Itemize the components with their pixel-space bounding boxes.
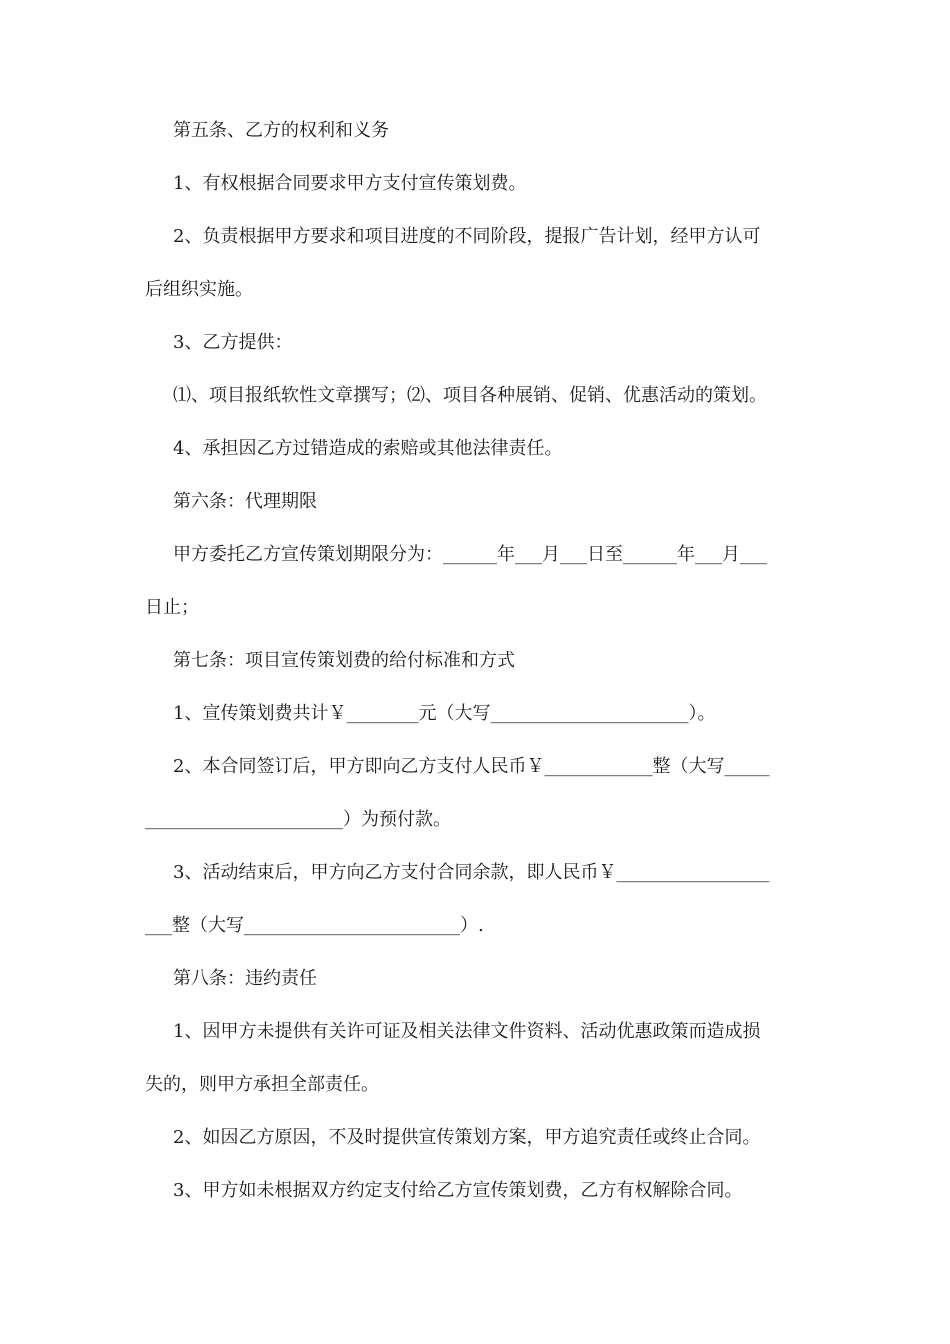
section-heading: 第七条：项目宣传策划费的给付标准和方式 <box>173 650 515 671</box>
paragraph: 1、因甲方未提供有关许可证及相关法律文件资料、活动优惠政策而造成损 <box>173 1021 761 1042</box>
section-heading: 第六条：代理期限 <box>173 491 317 512</box>
paragraph: 3、乙方提供： <box>173 332 293 353</box>
paragraph: 甲方委托乙方宣传策划期限分为：______年___月___日至______年___月___ <box>173 544 767 565</box>
paragraph-continuation: 后组织实施。 <box>145 279 253 300</box>
section-heading: 第八条：违约责任 <box>173 968 317 989</box>
paragraph: 3、活动结束后，甲方向乙方支付合同余款，即人民币￥_________________ <box>173 862 770 883</box>
paragraph-continuation: ___整（大写________________________）. <box>145 915 484 936</box>
paragraph: 1、宣传策划费共计￥________元（大写______________________）。 <box>173 703 716 724</box>
paragraph: 2、如因乙方原因，不及时提供宣传策划方案，甲方追究责任或终止合同。 <box>173 1127 761 1148</box>
paragraph: ⑴、项目报纸软性文章撰写；⑵、项目各种展销、促销、优惠活动的策划。 <box>173 385 767 406</box>
paragraph-continuation: ______________________）为预付款。 <box>145 809 451 830</box>
paragraph: 2、负责根据甲方要求和项目进度的不同阶段，提报广告计划，经甲方认可 <box>173 226 761 247</box>
paragraph: 3、甲方如未根据双方约定支付给乙方宣传策划费，乙方有权解除合同。 <box>173 1180 743 1201</box>
paragraph-continuation: 失的，则甲方承担全部责任。 <box>145 1074 379 1095</box>
paragraph: 2、本合同签订后，甲方即向乙方支付人民币￥____________整（大写_____ <box>173 756 770 777</box>
paragraph: 4、承担因乙方过错造成的索赔或其他法律责任。 <box>173 438 563 459</box>
paragraph: 1、有权根据合同要求甲方支付宣传策划费。 <box>173 173 527 194</box>
section-heading: 第五条、乙方的权利和义务 <box>173 120 389 141</box>
document-body <box>145 118 807 1204</box>
paragraph-continuation: 日止； <box>145 597 199 618</box>
